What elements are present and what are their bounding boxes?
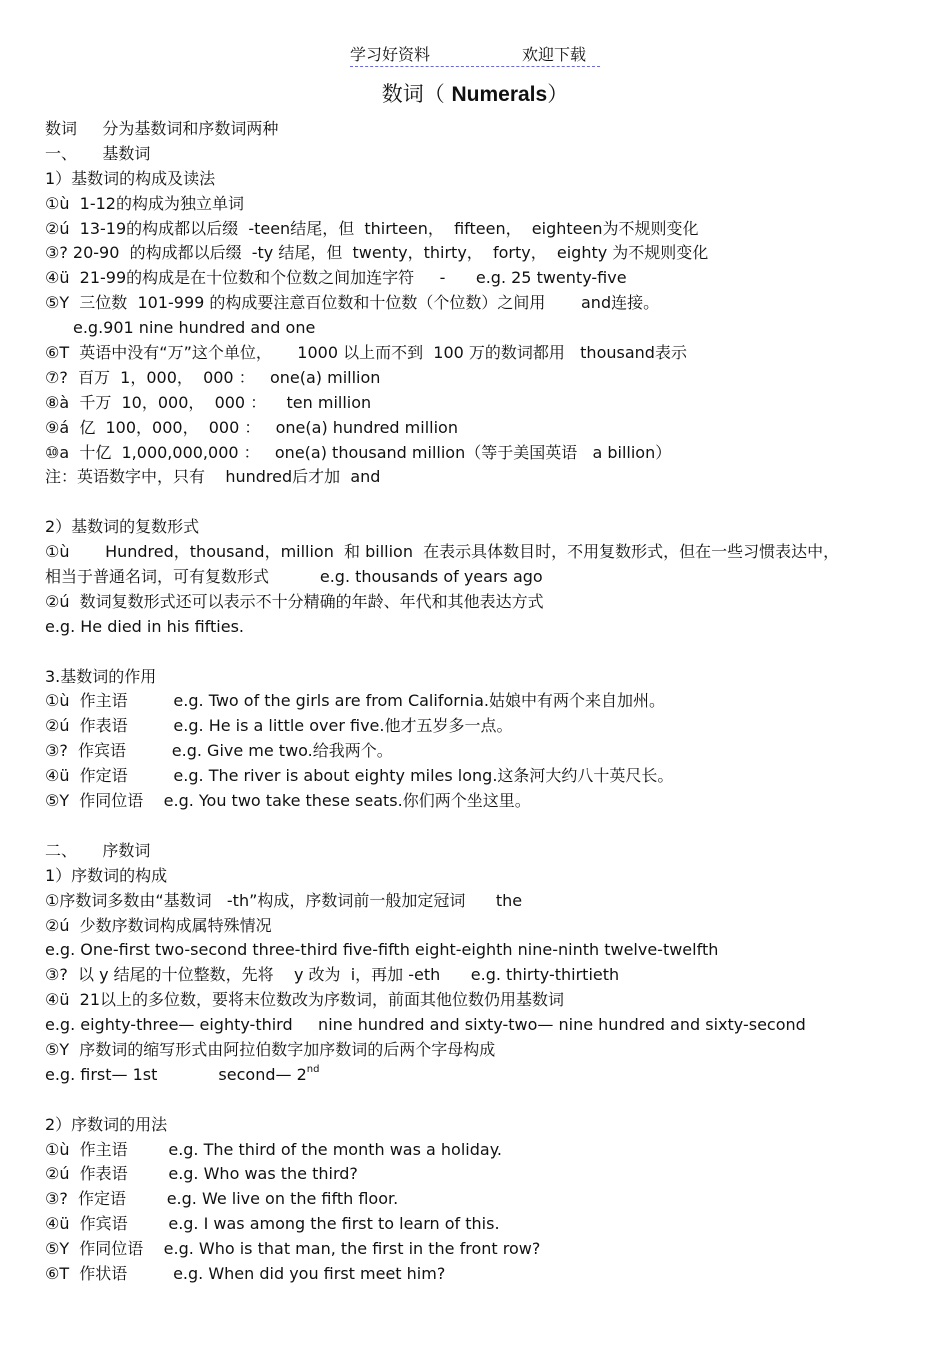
text-line: ⑥T 英语中没有“万”这个单位， 1000 以上而不到 100 万的数词都用 thousand表示 [45,343,687,363]
subsection-heading: 1）序数词的构成 [45,865,168,885]
blank-line [45,1088,925,1113]
section-heading: 二、 序数词 [45,840,151,860]
text-line: ②ú 作表语 e.g. Who was the third? [45,1164,358,1184]
text-line: ⑤Y 作同位语 e.g. Who is that man, the first in the front row? [45,1239,541,1259]
text-line: ①ù 1-12的构成为独立单词 [45,193,244,213]
text-line: ⑦? 百万 1，000， 000 ： one(a) million [45,367,381,387]
text-line: ①ù 作主语 e.g. Two of the girls are from California.姑娘中有两个来自加州。 [45,691,666,711]
subsection-heading: 1）基数词的构成及读法 [45,168,216,188]
title-bold: Numerals [451,83,548,106]
text-line: ①序数词多数由“基数词 -th”构成，序数词前一般加定冠词 the [45,890,523,910]
text-line: 相当于普通名词，可有复数形式 e.g. thousands of years ago [45,567,543,587]
text-line: ④ü 21以上的多位数，要将末位数改为序数词，前面其他位数仍用基数词 [45,990,565,1010]
section-heading: 一、 基数词 [45,143,151,163]
subsection-heading: 2）序数词的用法 [45,1114,168,1134]
example-line: e.g. eighty-three— eighty-third nine hundred and sixty-two— nine hundred and sixty-second [45,1015,806,1035]
text-line: ②ú 13-19的构成都以后缀 -teen结尾，但 thirteen， fifteen， eighteen为不规则变化 [45,218,699,238]
text-line: ⑤Y 序数词的缩写形式由阿拉伯数字加序数词的后两个字母构成 [45,1039,496,1059]
header-right-text: 欢迎下载 [522,45,587,64]
note-line: 注：英语数字中，只有 hundred后才加 and [45,467,381,487]
text-line: ⑧à 千万 10，000， 000 ： ten million [45,392,372,412]
text-line: ②ú 作表语 e.g. He is a little over five.他才五岁多一点。 [45,716,513,736]
text-line: ④ü 作宾语 e.g. I was among the first to learn of this. [45,1214,500,1234]
example-line: e.g. He died in his fifties. [45,616,244,636]
text-line: 数词 分为基数词和序数词两种 [45,119,279,138]
text-line: ①ù Hundred，thousand，million 和 billion 在表示具体数目时，不用复数形式，但在一些习惯表达中， [45,542,840,562]
text-line: ②ú 数词复数形式还可以表示不十分精确的年龄、年代和其他表达方式 [45,591,544,611]
subsection-heading: 3.基数词的作用 [45,666,157,686]
text-line: ⑤Y 三位数 101-999 的构成要注意百位数和十位数（个位数）之间用 and连接。 [45,293,660,313]
header-left-text: 学习好资料 [350,45,431,64]
text-line: ⑤Y 作同位语 e.g. You two take these seats.你们两个坐这里。 [45,791,531,811]
text-line: ③? 作宾语 e.g. Give me two.给我两个。 [45,741,393,761]
text-line: ⑨á 亿 100，000， 000 ： one(a) hundred million [45,417,458,437]
text-line: ③? 以 y 结尾的十位整数，先将 y 改为 i，再加 -eth e.g. thirty-thirtieth [45,965,620,985]
title-prefix: 数词（ [381,82,452,106]
blank-line [45,814,925,839]
text-line: ③? 作定语 e.g. We live on the fifth floor. [45,1189,399,1209]
page-title [0,78,950,108]
example-line: e.g.901 nine hundred and one [73,318,316,338]
text-line: ②ú 少数序数词构成属特殊情况 [45,915,272,935]
blank-line [45,490,925,515]
title-suffix: ） [547,82,569,106]
document-body [45,117,925,1287]
page-header [350,40,600,67]
blank-line [45,640,925,665]
ordinal-superscript: nd [306,1063,320,1075]
text-line: ④ü 21-99的构成是在十位数和个位数之间加连字符 - e.g. 25 twenty-five [45,268,627,288]
subsection-heading: 2）基数词的复数形式 [45,517,200,537]
text-line: ⑩a 十亿 1,000,000,000 ： one(a) thousand million（等于美国英语 a billion） [45,442,672,462]
text-line: ①ù 作主语 e.g. The third of the month was a holiday. [45,1139,502,1159]
example-line: e.g. One-first two-second three-third five-fifth eight-eighth nine-ninth twelve-twelfth [45,940,719,960]
text-line: ④ü 作定语 e.g. The river is about eighty miles long.这条河大约八十英尺长。 [45,766,674,786]
text-line: ③? 20-90 的构成都以后缀 -ty 结尾，但 twenty，thirty， forty， eighty 为不规则变化 [45,243,709,263]
example-text: e.g. first— 1st second— 2 [45,1064,307,1084]
text-line: ⑥T 作状语 e.g. When did you first meet him? [45,1263,446,1283]
example-line [45,1063,925,1088]
